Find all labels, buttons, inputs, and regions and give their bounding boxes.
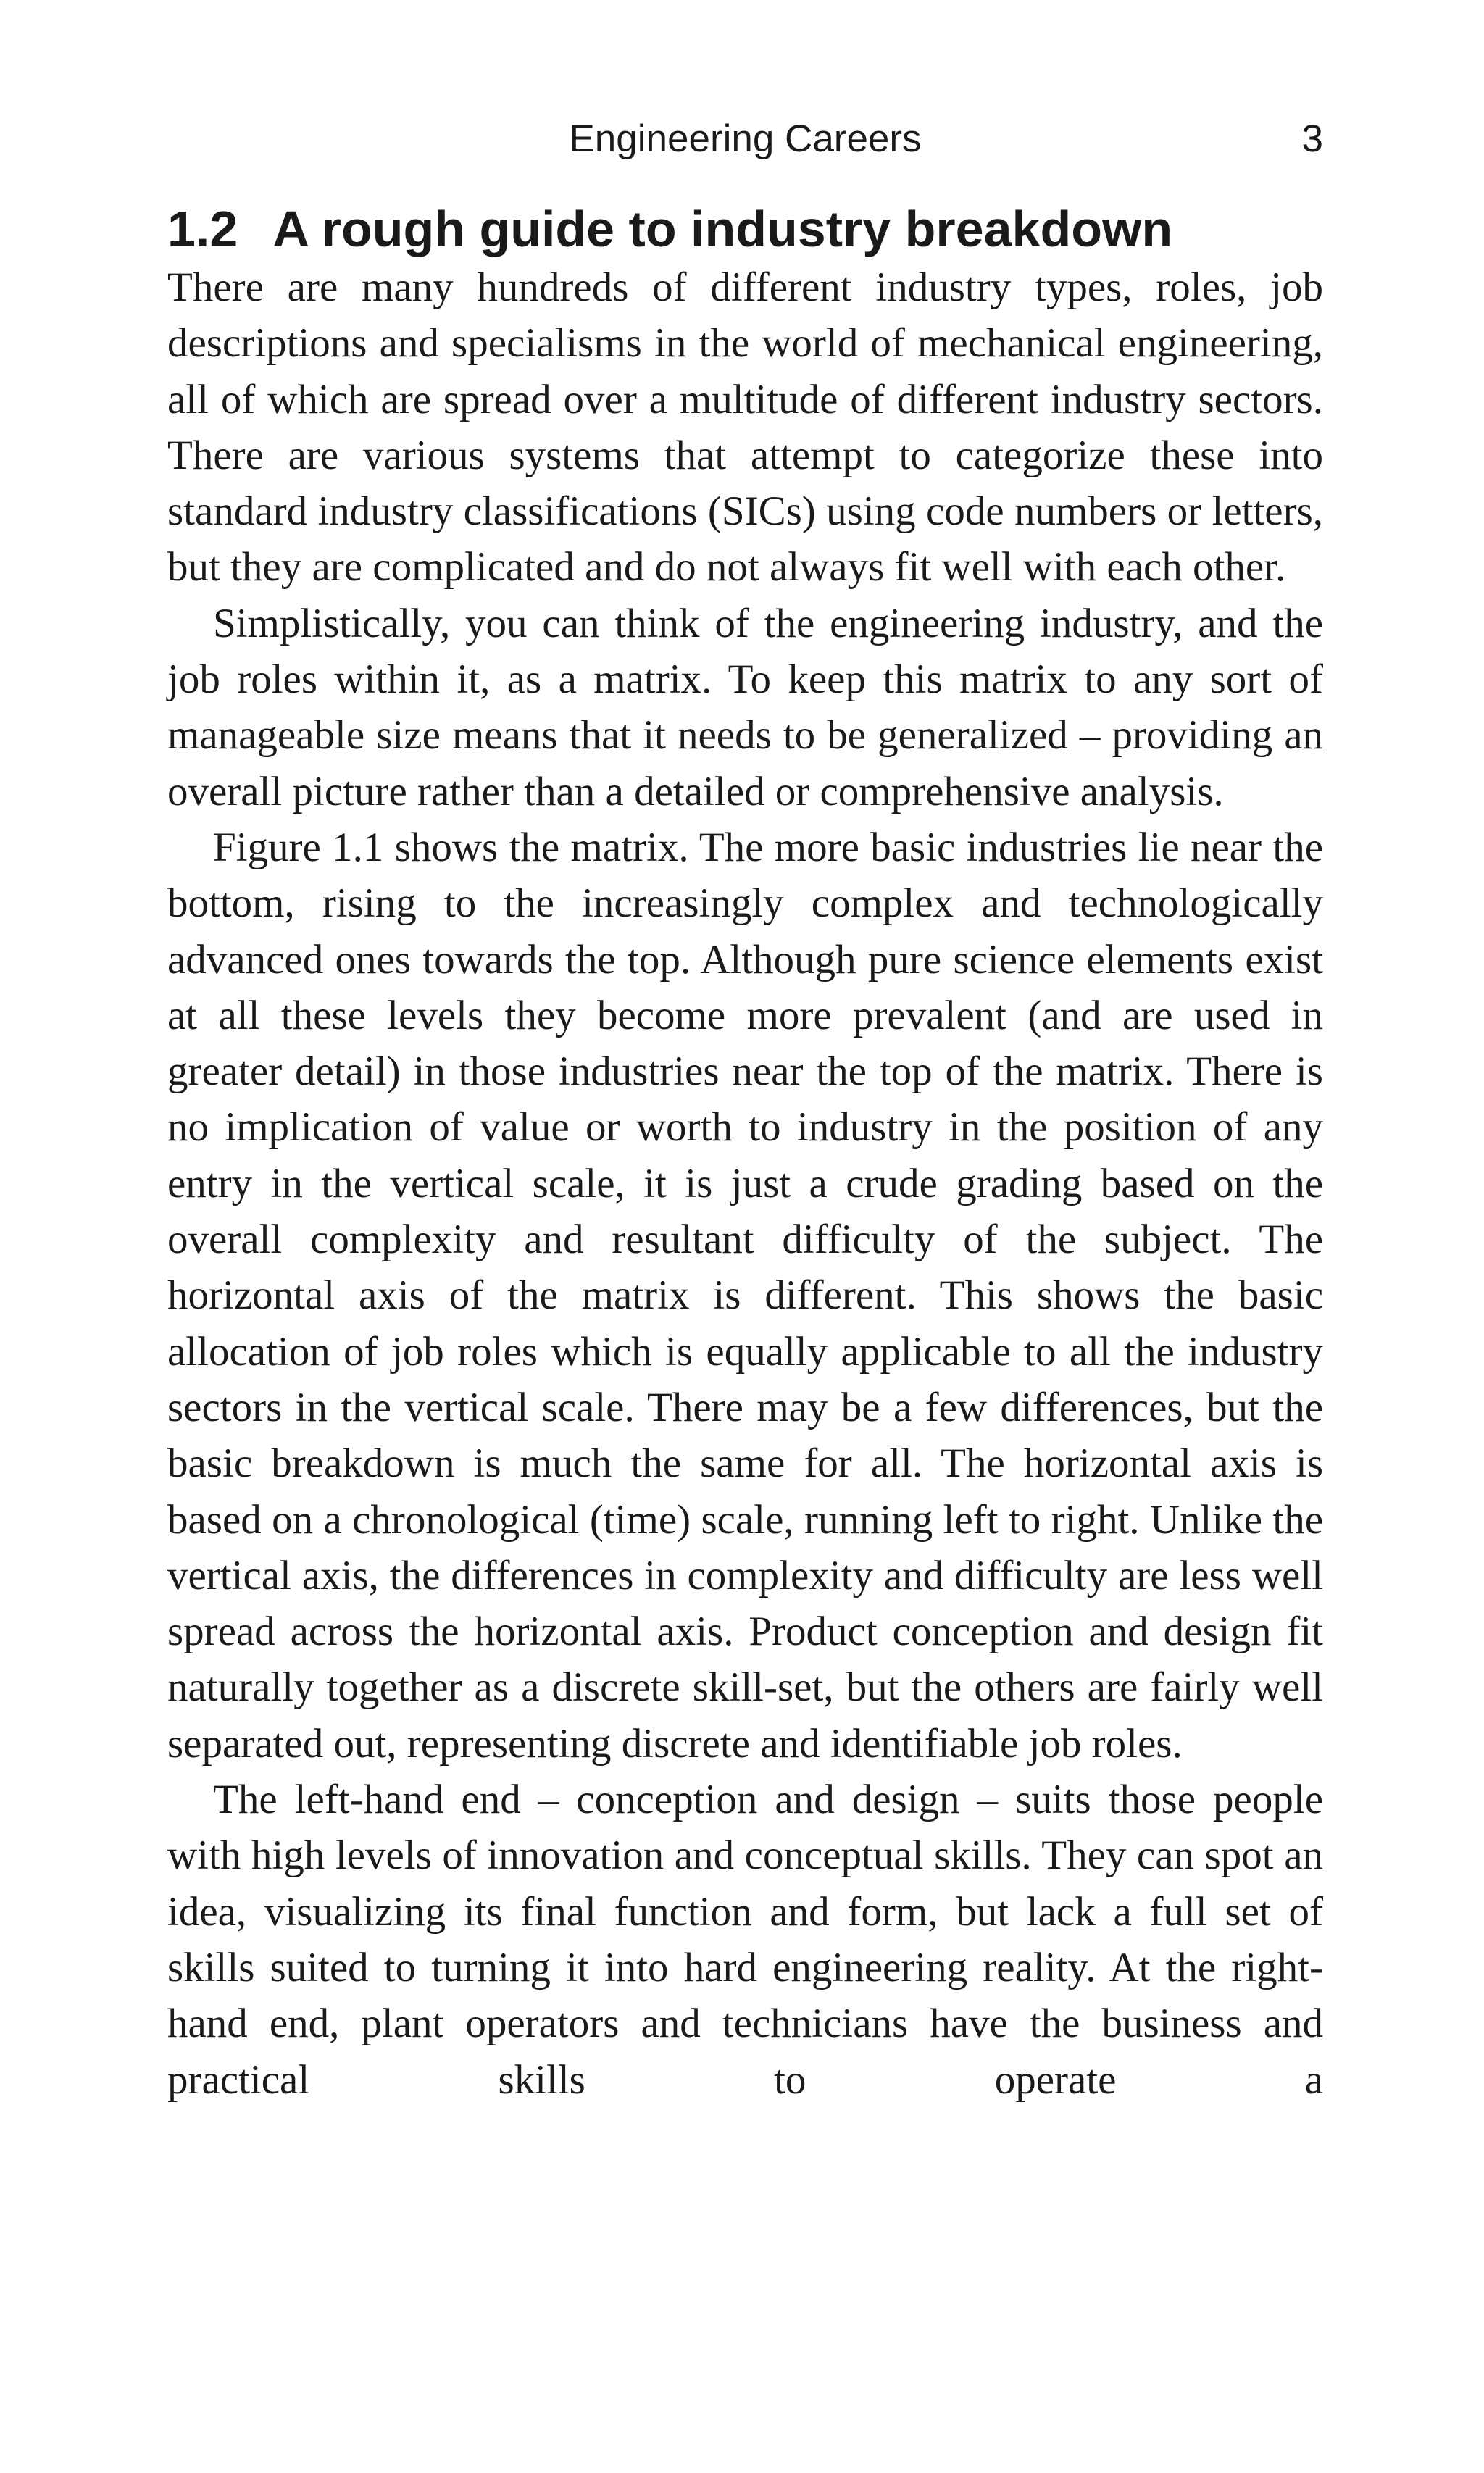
paragraph-3: Figure 1.1 shows the matrix. The more basic industries lie near the bottom, rising to the increasingly complex and technologically advanced ones towards the top. Although pure science elements exist at all these levels they become more prevalent (and are used in greater detail) in those industries near the top of the matrix. There is no implication of value or worth to industry in the position of any entry in the vertical scale, it is just a crude grading based on the overall complexity and resultant difficulty of the subject. The horizontal axis of the matrix is different. This shows the basic allocation of job roles which is equally applicable to all the industry sectors in the vertical scale. There may be a few differences, but the basic breakdown is much the same for all. The horizontal axis is based on a chronological (time) scale, running left to right. Unlike the vertical axis, the differences in complexity and difficulty are less well spread across the horizontal axis. Product conception and design fit naturally together as a discrete skill-set, but the others are fairly well separated out, representing discrete and identifiable job roles. <box>167 824 1323 1767</box>
running-header <box>167 116 1323 162</box>
section-heading <box>167 200 1323 258</box>
paragraph-2: Simplistically, you can think of the engineering industry, and the job roles within it, as a matrix. To keep this matrix to any sort of manageable size means that it needs to be generalized – providing an overall picture rather than a detailed or comprehensive analysis. <box>167 600 1323 814</box>
running-title: Engineering Careers <box>569 117 922 160</box>
page-number: 3 <box>1301 117 1323 160</box>
section-title: A rough guide to industry breakdown <box>272 201 1173 257</box>
section-number: 1.2 <box>167 201 238 257</box>
paragraph-1: There are many hundreds of different industry types, roles, job descriptions and specialisms in the world of mechanical engineering, all of which are spread over a multitude of different industry sectors. There are various systems that attempt to categorize these into standard industry classifications (SICs) using code numbers or letters, but they are complicated and do not always fit well with each other. <box>167 264 1323 591</box>
body-text <box>167 259 1323 2108</box>
paragraph-4: The left-hand end – conception and design – suits those people with high levels of innovation and conceptual skills. They can spot an idea, visualizing its final function and form, but lack a full set of skills suited to turning it into hard engineering reality. At the right-hand end, plant operators and technicians have the business and practical skills to operate a <box>167 1777 1323 2103</box>
